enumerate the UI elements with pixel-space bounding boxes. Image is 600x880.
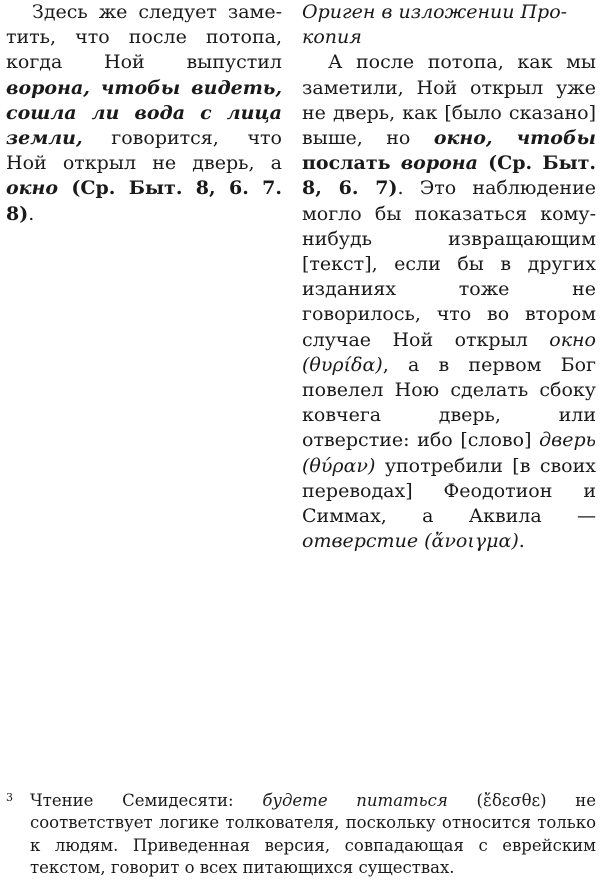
left-quote-window: окно [6,177,59,200]
right-quote-window: окно, чтобы [433,127,597,150]
right-text-end: . [518,530,525,553]
right-paragraph [302,50,596,554]
left-text-intro: Здесь же следует заметить, что после потопа, когда Ной выпустил [6,1,282,74]
left-scripture-reference: (Ср. Быт. 8, 6. 7. 8) [6,177,282,225]
right-quote-raven: ворона [400,152,478,175]
footnote-greek: (ἔδεσθε) [447,791,547,810]
right-text-cont2: , а в первом Бог повелел Ною сделать сбоку ковчега дверь, или отверстие: ибо [слово] [302,353,596,452]
right-text-cont3: употребили [в своих переводах] Феодотион и Симмах, а Аквила — [302,454,596,528]
right-scripture-reference: (Ср. Быт. 8, 6. 7) [302,152,596,200]
left-text-end: . [28,202,35,225]
left-paragraph [6,0,282,227]
footnote-number: 3 [6,791,13,804]
footnote [0,790,596,880]
footnote-text-start: Чтение Семидесяти: [30,791,263,810]
right-term-opening-greek: отверстие (ἄνοιγμα) [302,530,519,553]
right-section-heading: Ориген в изложении Прокопия [302,1,568,49]
right-term-door-greek: дверь (θύραν) [302,429,596,477]
right-quote-send: послать [302,152,401,175]
footnote-text-end: не соответствует логике толкователя, поскольку относится только к людям. Приведенная версия, совпадающая с еврейским текстом, говорит о всех питающихся существах. [30,791,596,878]
right-term-window-greek: окно (θυρίδα) [302,328,596,376]
left-text-mid: говорится, что Ной открыл не дверь, а [6,127,282,175]
right-column [302,0,596,554]
right-text-cont: . Это наблюдение могло бы показаться кому-нибудь извращающим [текст], если бы в других изданиях тоже не говорилось, что во втором случае Ной открыл [302,177,596,351]
left-quote-raven: ворона, чтобы видеть, сошла ли вода с лица земли, [6,76,282,150]
footnote-text [30,790,596,880]
footnote-term: будете питаться [262,791,448,810]
right-text-start: А после потопа, как мы заметили, Ной открыл уже не дверь, как [было сказано] выше, но [302,51,596,150]
left-column [6,0,282,227]
